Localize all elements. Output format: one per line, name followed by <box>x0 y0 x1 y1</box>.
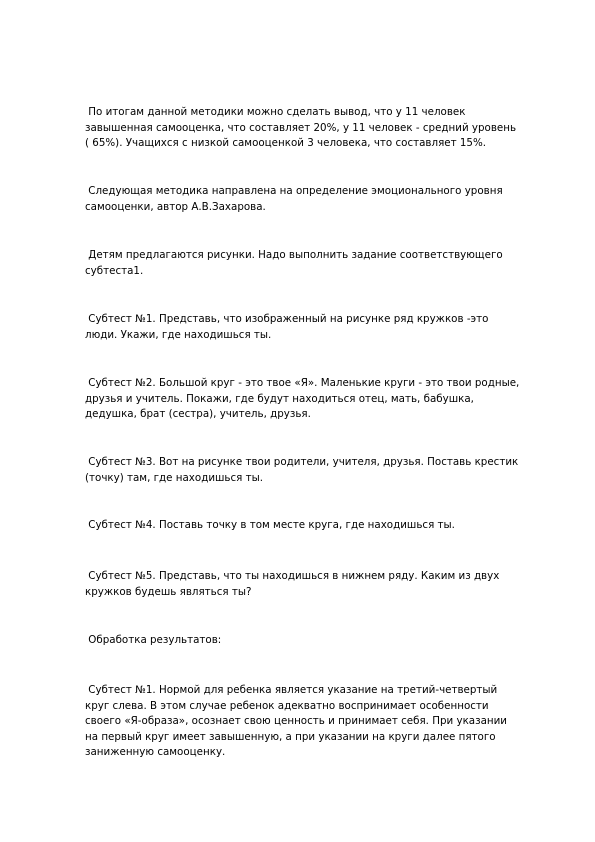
text-line: По итогам данной методики можно сделать вывод, что у 11 человек <box>85 106 466 118</box>
text-line: круг слева. В этом случае ребенок адекватно воспринимает особенности <box>85 699 489 712</box>
text-line: заниженную самооценку. <box>85 746 226 758</box>
paragraph-conclusion <box>85 105 555 152</box>
paragraph-results-subtest-1 <box>85 683 555 761</box>
text-line: Субтест №1. Представь, что изображенный на рисунке ряд кружков -это <box>85 313 489 325</box>
text-line: ( 65%). Учащихся с низкой самооценкой 3 человека, что составляет 15%. <box>85 137 487 149</box>
text-line: Детям предлагаются рисунки. Надо выполнить задание соответствующего <box>85 249 503 261</box>
paragraph-subtest-2 <box>85 376 555 423</box>
paragraph-subtest-5 <box>85 569 555 600</box>
text-line: Субтест №2. Большой круг - это твое «Я». Маленькие круги - это твои родные, <box>85 377 520 389</box>
text-line: Субтест №5. Представь, что ты находишься в нижнем ряду. Каким из двух <box>85 570 500 582</box>
paragraph-subtest-1 <box>85 312 555 343</box>
text-line: субтеста1. <box>85 264 144 277</box>
text-line: самооценки, автор А.В.Захарова. <box>85 200 266 213</box>
text-line: друзья и учитель. Покажи, где будут находиться отец, мать, бабушка, <box>85 392 474 405</box>
paragraph-next-method <box>85 184 555 215</box>
paragraph-results-heading <box>85 633 555 649</box>
text-line: Субтест №1. Нормой для ребенка является указание на третий-четвертый <box>85 684 498 696</box>
text-line: люди. Укажи, где находишься ты. <box>85 328 272 341</box>
text-line: завышенная самооценка, что составляет 20%, у 11 человек - средний уровень <box>85 121 517 134</box>
paragraph-subtest-4 <box>85 518 555 534</box>
paragraph-subtest-3 <box>85 455 555 486</box>
text-line: Субтест №3. Вот на рисунке твои родители, учителя, друзья. Поставь крестик <box>85 456 519 468</box>
text-line: дедушка, брат (сестра), учитель, друзья. <box>85 408 311 420</box>
text-line: Субтест №4. Поставь точку в том месте круга, где находишься ты. <box>85 519 455 531</box>
paragraph-instructions <box>85 248 555 279</box>
text-line: на первый круг имеет завышенную, а при указании на круги далее пятого <box>85 730 496 743</box>
text-line: (точку) там, где находишься ты. <box>85 471 264 484</box>
text-line: Обработка результатов: <box>85 634 222 646</box>
text-line: кружков будешь являться ты? <box>85 585 252 598</box>
text-line: Следующая методика направлена на определение эмоционального уровня <box>85 185 503 197</box>
text-line: своего «Я-образа», осознает свою ценность и принимает себя. При указании <box>85 715 507 727</box>
